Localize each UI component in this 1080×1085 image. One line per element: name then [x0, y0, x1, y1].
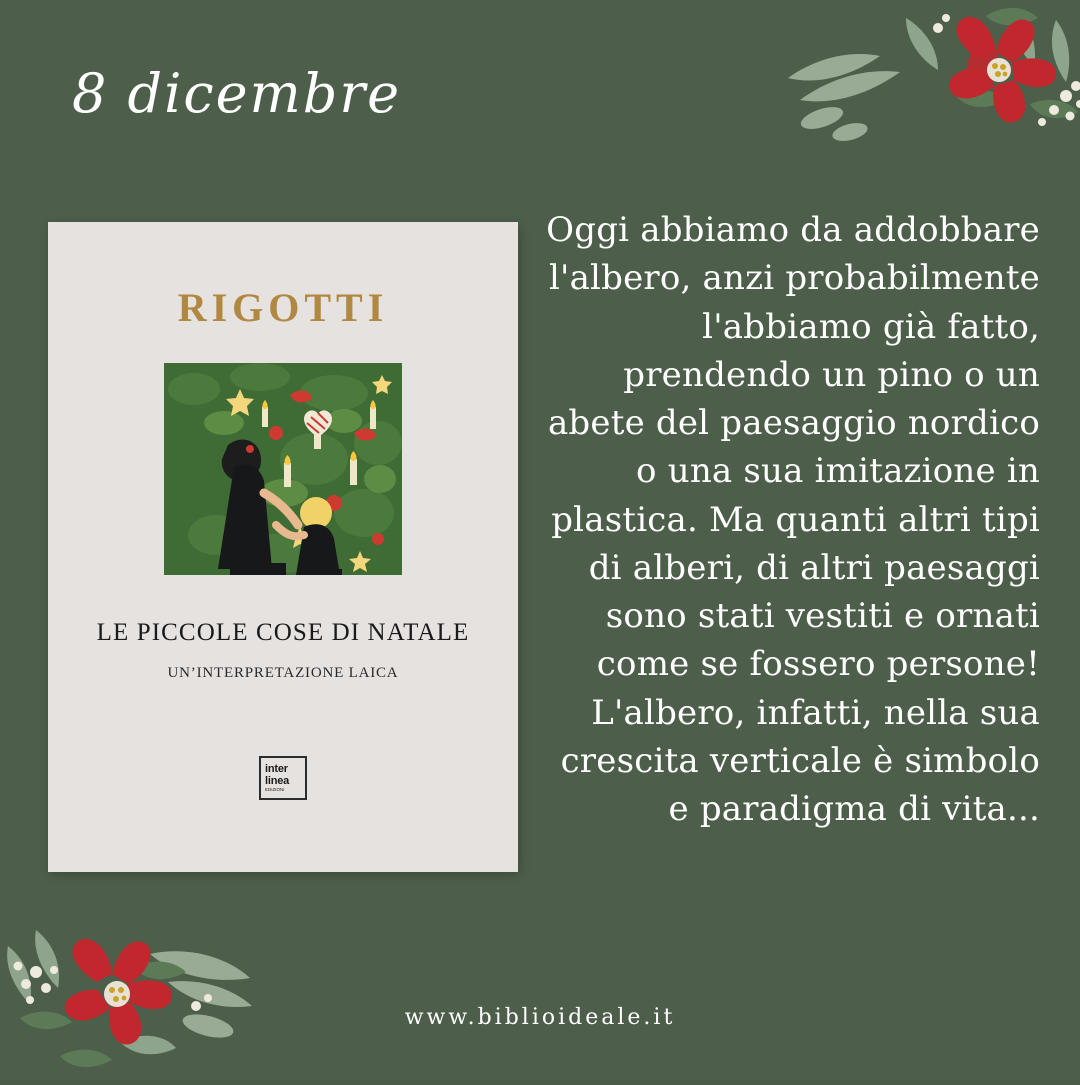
floral-decoration-top-right: [780, 0, 1080, 180]
book-title: LE PICCOLE COSE DI NATALE: [96, 619, 470, 646]
poinsettia-flower-icon: [780, 0, 1080, 180]
book-author: RIGOTTI: [177, 285, 389, 330]
book-subtitle: UN’INTERPRETAZIONE LAICA: [167, 665, 399, 681]
book-cover: [48, 222, 518, 872]
floral-decoration-bottom-left: [0, 910, 260, 1080]
berry-cluster-icon: [14, 962, 213, 1012]
book-cover-illustration: [164, 363, 402, 575]
quote-text: Oggi abbiamo da addobbare l'albero, anzi probabilmente l'abbiamo già fatto, prendendo un pino o un abete del paesaggio nordico o una sua imitazione in plastica. Ma quanti altri tipi di alberi, di altri paesaggi sono stati vestiti e ornati come se fossero persone! L'albero, infatti, nella sua crescita verticale è simbolo e paradigma di vita...: [546, 210, 1040, 830]
berry-cluster-icon: [933, 14, 1080, 126]
publisher-line-3: EDIZIONI: [265, 787, 285, 792]
publisher-line-2: linea: [265, 775, 290, 787]
publisher-line-1: inter: [265, 763, 288, 775]
leaf-sprig-icon: [0, 910, 260, 1080]
website-footer[interactable]: www.biblioideale.it: [404, 1005, 676, 1030]
publisher-logo: [259, 756, 307, 800]
date-headline: 8 dicembre: [72, 62, 402, 125]
